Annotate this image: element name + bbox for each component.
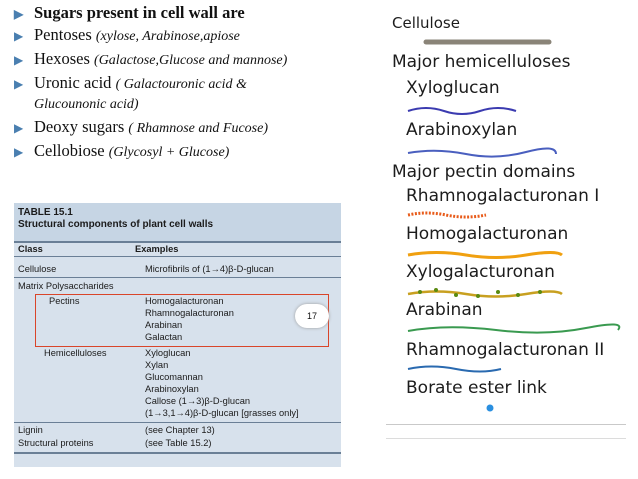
label-xyloglucan: Xyloglucan bbox=[406, 78, 500, 98]
row-pectins-ex-4: Galactan bbox=[145, 332, 183, 342]
row-hemi-ex-4: Arabinoxylan bbox=[145, 384, 199, 394]
col-header-class: Class bbox=[18, 244, 43, 254]
row-proteins-examples: (see Table 15.2) bbox=[145, 438, 212, 448]
row-pectins-class: Pectins bbox=[49, 296, 80, 306]
table-rule bbox=[14, 277, 341, 278]
table-title: Structural components of plant cell walls bbox=[18, 219, 214, 230]
panel-bottom-rule bbox=[386, 424, 626, 425]
polysaccharide-legend bbox=[386, 0, 626, 440]
bullet-uronic-acid: ▶ Uronic acid ( Galactouronic acid & Glucounonic acid) bbox=[14, 73, 247, 112]
label-major-hemicelluloses: Major hemicelluloses bbox=[392, 52, 571, 72]
row-cellulose-class: Cellulose bbox=[18, 264, 57, 274]
arrow-bullet-icon: ▶ bbox=[14, 53, 24, 67]
page-number-badge: 17 bbox=[295, 304, 329, 328]
label-homogalacturonan: Homogalacturonan bbox=[406, 224, 569, 244]
table-15-1 bbox=[14, 203, 341, 467]
row-hemi-ex-6: (1→3,1→4)β-D-glucan [grasses only] bbox=[145, 408, 299, 418]
row-hemicelluloses-class: Hemicelluloses bbox=[44, 348, 107, 358]
label-major-pectin-domains: Major pectin domains bbox=[392, 162, 576, 182]
table-rule bbox=[14, 241, 341, 243]
bullet-deoxy-sugars: ▶ Deoxy sugars ( Rhamnose and Fucose) bbox=[14, 117, 268, 136]
borate-ester-dot-icon bbox=[386, 402, 626, 414]
arrow-bullet-icon: ▶ bbox=[14, 7, 24, 21]
label-xylogalacturonan: Xylogalacturonan bbox=[406, 262, 555, 282]
label-cellulose: Cellulose bbox=[392, 14, 460, 32]
table-rule bbox=[14, 256, 341, 257]
arabinoxylan-line bbox=[386, 146, 626, 160]
arrow-bullet-icon: ▶ bbox=[14, 29, 24, 43]
arrow-bullet-icon: ▶ bbox=[14, 77, 24, 91]
label-arabinoxylan: Arabinoxylan bbox=[406, 120, 518, 140]
col-header-examples: Examples bbox=[135, 244, 179, 254]
row-proteins-class: Structural proteins bbox=[18, 438, 94, 448]
row-pectins-ex-1: Homogalacturonan bbox=[145, 296, 224, 306]
sugar-bullet-list bbox=[14, 4, 314, 166]
row-hemi-ex-1: Xyloglucan bbox=[145, 348, 191, 358]
label-rhamnogalacturonan-ii: Rhamnogalacturonan II bbox=[406, 340, 605, 360]
panel-bottom-rule bbox=[386, 438, 626, 439]
row-lignin-examples: (see Chapter 13) bbox=[145, 425, 215, 435]
bullet-sugars-intro: ▶ Sugars present in cell wall are bbox=[14, 3, 245, 22]
arabinan-line bbox=[386, 322, 626, 336]
row-pectins-ex-2: Rhamnogalacturonan bbox=[145, 308, 234, 318]
row-hemi-ex-5: Callose (1→3)β-D-glucan bbox=[145, 396, 251, 406]
table-rule bbox=[14, 452, 341, 454]
rhamnogalacturonan-ii-line bbox=[386, 362, 626, 376]
rhamnogalacturonan-i-line bbox=[386, 208, 626, 222]
bullet-pentoses: ▶ Pentoses (xylose, Arabinose,apiose bbox=[14, 25, 240, 44]
cellulose-fibril-line bbox=[386, 36, 626, 48]
arrow-bullet-icon: ▶ bbox=[14, 121, 24, 135]
row-hemi-ex-2: Xylan bbox=[145, 360, 169, 370]
label-rhamnogalacturonan-i: Rhamnogalacturonan I bbox=[406, 186, 600, 206]
label-borate-ester-link: Borate ester link bbox=[406, 378, 547, 398]
label-arabinan: Arabinan bbox=[406, 300, 483, 320]
table-label: TABLE 15.1 bbox=[18, 207, 73, 218]
arrow-bullet-icon: ▶ bbox=[14, 145, 24, 159]
bullet-hexoses: ▶ Hexoses (Galactose,Glucose and mannose) bbox=[14, 49, 288, 68]
table-rule bbox=[14, 422, 341, 423]
bullet-cellobiose: ▶ Cellobiose (Glycosyl + Glucose) bbox=[14, 141, 230, 160]
row-pectins-ex-3: Arabinan bbox=[145, 320, 183, 330]
xyloglucan-line bbox=[386, 104, 626, 118]
row-lignin-class: Lignin bbox=[18, 425, 43, 435]
row-matrix-class: Matrix Polysaccharides bbox=[18, 281, 114, 291]
row-hemi-ex-3: Glucomannan bbox=[145, 372, 203, 382]
row-cellulose-examples: Microfibrils of (1→4)β-D-glucan bbox=[145, 264, 274, 274]
homogalacturonan-line bbox=[386, 248, 626, 262]
